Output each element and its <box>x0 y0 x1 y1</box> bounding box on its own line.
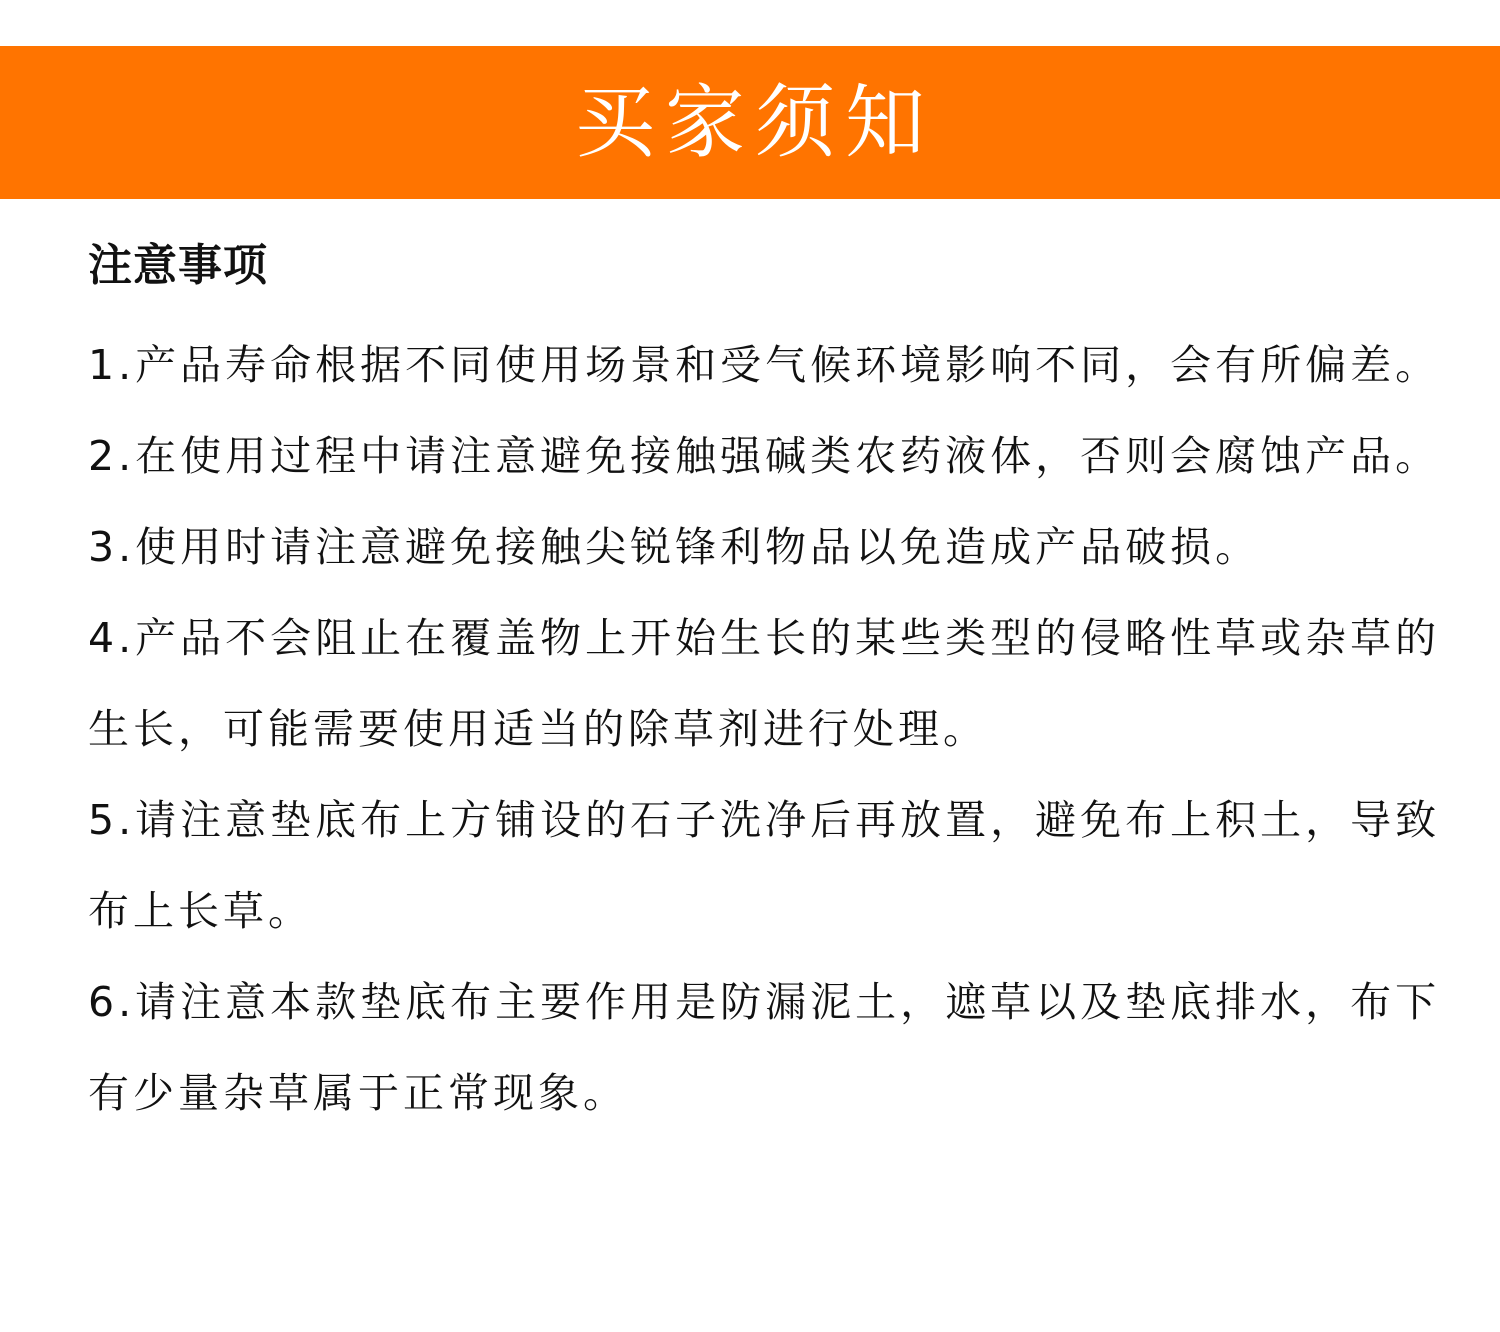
notes-list <box>88 320 1478 1139</box>
note-item: 5.请注意垫底布上方铺设的石子洗净后再放置，避免布上积土，导致布上长草。 <box>88 796 1441 935</box>
section-heading: 注意事项 <box>88 240 268 291</box>
note-item: 3.使用时请注意避免接触尖锐锋利物品以免造成产品破损。 <box>88 523 1261 571</box>
note-item: 1.产品寿命根据不同使用场景和受气候环境影响不同，会有所偏差。 <box>88 341 1441 389</box>
note-item: 2.在使用过程中请注意避免接触强碱类农药液体，否则会腐蚀产品。 <box>88 432 1441 480</box>
note-item: 4.产品不会阻止在覆盖物上开始生长的某些类型的侵略性草或杂草的生长，可能需要使用适当的除草剂进行处理。 <box>88 614 1441 753</box>
notice-content <box>88 240 1478 1139</box>
banner-title: 买家须知 <box>575 75 935 169</box>
header-banner <box>0 46 1500 199</box>
note-item: 6.请注意本款垫底布主要作用是防漏泥土，遮草以及垫底排水，布下有少量杂草属于正常现象。 <box>88 978 1441 1117</box>
